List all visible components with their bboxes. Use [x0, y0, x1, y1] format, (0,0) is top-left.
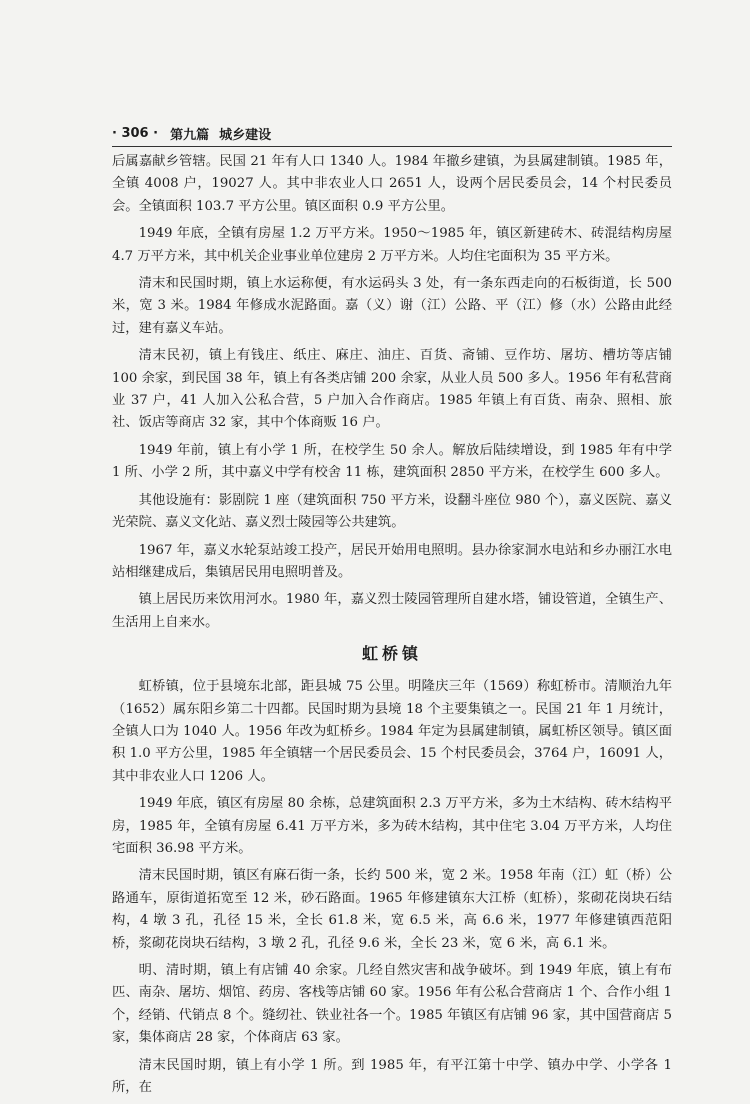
section-heading: 虹桥镇	[361, 644, 422, 664]
paragraph: 清末民国时期，镇上有小学 1 所。到 1985 年，有平江第十中学、镇办中学、小学各 1 所，在	[112, 1057, 672, 1096]
paragraph: 1967 年，嘉义水轮泵站竣工投产，居民开始用电照明。县办徐家洞水电站和乡办丽江水电站相继建成后，集镇居民用电照明普及。	[112, 542, 672, 580]
paragraph: 清末民国时期，镇区有麻石街一条，长约 500 米，宽 2 米。1958 年南（江）虹（桥）公路通车，原街道拓宽至 12 米，砂石路面。1965 年修建镇东大江桥（虹桥），浆砌花岗块石结构，4 墩 3 孔，孔径 15 米，全长 61.8 米，宽 6.5 米，高 6.6 米，1977 年修建镇西范阳桥，浆砌花岗块石结构，3 墩 2 孔，孔径 9.6 米，全长 23 米，宽 6 米，高 6.1 米。	[112, 868, 672, 951]
header-rule	[112, 146, 672, 147]
paragraph: 清末民初，镇上有钱庄、纸庄、麻庄、油庄、百货、斋铺、豆作坊、屠坊、槽坊等店铺 100 余家，到民国 38 年，镇上有各类店铺 200 余家，从业人员 500 多人。1956 年有私营商业 37 户，41 人加入公私合营，5 户加入合作商店。1985 年镇上有百货、南杂、照相、旅社、饭店等商店 32 家，其中个体商贩 16 户。	[112, 348, 672, 431]
paragraph: 1949 年底，全镇有房屋 1.2 万平方米。1950～1985 年，镇区新建砖木、砖混结构房屋 4.7 万平方米，其中机关企业事业单位建房 2 万平方米。人均住宅面积为 35 平方米。	[112, 226, 672, 264]
page-header	[112, 122, 672, 144]
paragraph: 明、清时期，镇上有店铺 40 余家。几经自然灾害和战争破坏。到 1949 年底，镇上有布匹、南杂、屠坊、烟馆、药房、客栈等店铺 60 家。1956 年有公私合营商店 1 个、合作小组 1 个，经销、代销点 8 个。缝纫社、铁业社各一个。1985 年镇区有店铺 96 家，其中国营商店 5 家，集体商店 28 家，个体商店 63 家。	[112, 963, 672, 1046]
part-label: 第九篇	[170, 127, 210, 143]
paragraph: 1949 年前，镇上有小学 1 所，在校学生 50 余人。解放后陆续增设，到 1985 年有中学 1 所、小学 2 所，其中嘉义中学有校舍 11 栋，建筑面积 2850 平方米，在校学生 600 多人。	[112, 442, 672, 481]
paragraph: 虹桥镇，位于县境东北部，距县城 75 公里。明隆庆三年（1569）称虹桥市。清顺治九年（1652）属东阳乡第二十四都。民国时期为县境 18 个主要集镇之一。民国 21 年 1 月统计，全镇人口为 1040 人。1956 年改为虹桥乡。1984 年定为县属建制镇，属虹桥区领导。镇区面积 1.0 平方公里，1985 年全镇辖一个居民委员会、15 个村民委员会，3764 户，16091 人，其中非农业人口 1206 人。	[112, 679, 672, 784]
page-number: · 306 ·	[112, 125, 159, 141]
paragraph: 后属嘉献乡管辖。民国 21 年有人口 1340 人。1984 年撤乡建镇，为县属建制镇。1985 年，全镇 4008 户，19027 人。其中非农业人口 2651 人，设两个居民委员会，14 个村民委员会。全镇面积 103.7 平方公里。镇区面积 0.9 平方公里。	[112, 154, 672, 214]
paragraph: 镇上居民历来饮用河水。1980 年，嘉义烈士陵园管理所自建水塔，铺设管道，全镇生产、生活用上自来水。	[112, 592, 672, 630]
part-title: 城乡建设	[219, 127, 272, 143]
paragraph: 其他设施有：影剧院 1 座（建筑面积 750 平方米，设翻斗座位 980 个），嘉义医院、嘉义光荣院、嘉义文化站、嘉义烈士陵园等公共建筑。	[112, 492, 672, 531]
paragraph: 1949 年底，镇区有房屋 80 余栋，总建筑面积 2.3 万平方米，多为土木结构、砖木结构平房，1985 年，全镇有房屋 6.41 万平方米，多为砖木结构，其中住宅 3.04 万平方米，人均住宅面积 36.98 平方米。	[112, 796, 672, 856]
paragraph: 清末和民国时期，镇上水运称便，有水运码头 3 处，有一条东西走向的石板街道，长 500 米，宽 3 米。1984 年修成水泥路面。嘉（义）谢（江）公路、平（江）修（水）公路由此经过，建有嘉义车站。	[112, 276, 672, 336]
page-body	[112, 151, 672, 1104]
